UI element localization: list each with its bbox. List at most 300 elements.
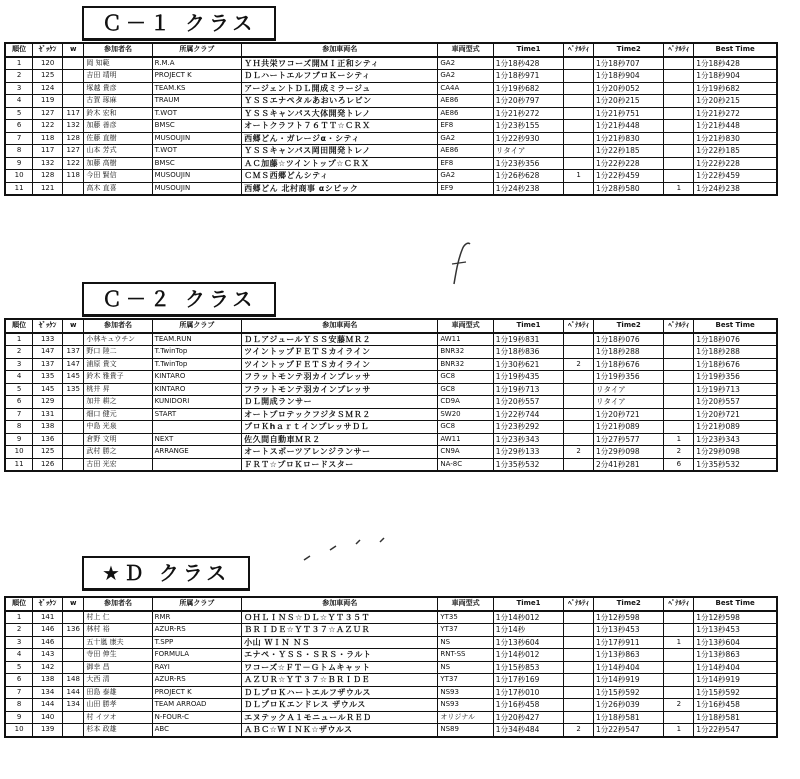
cell-club: AZUR-RS [152,674,242,687]
cell-zekken: 124 [33,82,63,95]
cell-driver: 林村 裕 [84,624,152,637]
cell-pos: 5 [5,661,33,674]
header-w: w [63,43,84,57]
cell-time1: 1分30秒621 [493,358,563,371]
cell-best: 1分21秒089 [694,421,777,434]
cell-club: MUSOUJIN [152,132,242,145]
table-row [5,95,777,108]
table-row [5,636,777,649]
cell-car: ＣＭＳ西郷どんシティ [242,170,438,183]
header-car: 参加車両名 [242,43,438,57]
cell-pen1 [564,157,594,170]
cell-best: 1分24秒238 [694,182,777,195]
cell-w [63,182,84,195]
cell-time2: 1分29秒098 [594,446,664,459]
cell-best: 1分20秒215 [694,95,777,108]
table-row [5,396,777,409]
cell-club: RMR [152,611,242,624]
header-w: w [63,319,84,333]
cell-pen2 [664,132,694,145]
cell-best: 1分18秒676 [694,358,777,371]
cell-pen1: 2 [564,724,594,737]
cell-best: 1分19秒682 [694,82,777,95]
cell-model: GC8 [438,383,493,396]
cell-club: N-FOUR-C [152,711,242,724]
cell-best: 1分14秒404 [694,661,777,674]
header-model: 車両型式 [438,319,493,333]
cell-zekken: 142 [33,661,63,674]
cell-time2: 1分22秒228 [594,157,664,170]
cell-club: KUNIDORI [152,396,242,409]
cell-pen2 [664,649,694,662]
table-row [5,446,777,459]
cell-pen1 [564,346,594,359]
cell-car: プロＫhａｒｔインプレッサＤＬ [242,421,438,434]
header-pos: 順位 [5,597,33,611]
cell-driver: 鈴木 宏和 [84,107,152,120]
cell-w [63,711,84,724]
cell-best: 1分15秒592 [694,686,777,699]
cell-driver: 加藤 善彦 [84,120,152,133]
cell-time1: 1分23秒155 [493,120,563,133]
cell-car: ＤＬ開成ランサー [242,396,438,409]
class-title-d: ★Ｄ クラス [82,556,250,591]
cell-best: 1分21秒272 [694,107,777,120]
cell-time2: 1分13秒863 [594,649,664,662]
cell-model: YT37 [438,674,493,687]
table-row [5,724,777,737]
cell-model: GC8 [438,421,493,434]
cell-w: 127 [63,145,84,158]
cell-pen1 [564,674,594,687]
cell-car: オートクラフト７６ＴＴ☆ＣＲＸ [242,120,438,133]
cell-club: RAYI [152,661,242,674]
cell-pos: 8 [5,699,33,712]
header-pen1: ﾍﾟﾅﾙﾃｨ [564,319,594,333]
cell-time2: 1分17秒911 [594,636,664,649]
cell-model: AW11 [438,433,493,446]
cell-model: CA4A [438,82,493,95]
cell-pos: 2 [5,70,33,83]
header-time2: Time2 [594,319,664,333]
cell-best: 1分12秒598 [694,611,777,624]
cell-model: GA2 [438,132,493,145]
cell-best: 1分22秒228 [694,157,777,170]
table-row [5,383,777,396]
cell-w: 122 [63,157,84,170]
cell-time2: 1分27秒577 [594,433,664,446]
cell-time2: 1分14秒404 [594,661,664,674]
cell-driver: 小林キュウチン [84,333,152,346]
cell-zekken: 118 [33,132,63,145]
cell-driver: 鈴木 雅貴子 [84,371,152,384]
cell-pen2 [664,358,694,371]
header-best: Best Time [694,43,777,57]
cell-driver: 寺田 伸生 [84,649,152,662]
class-title-c1: Ｃ－１ クラス [82,6,276,41]
cell-time2: 1分12秒598 [594,611,664,624]
cell-driver: 加井 耕之 [84,396,152,409]
cell-w: 134 [63,699,84,712]
cell-best: 1分29秒098 [694,446,777,459]
cell-best: 1分18秒428 [694,57,777,70]
cell-pen1 [564,661,594,674]
cell-best: 1分22秒185 [694,145,777,158]
header-time1: Time1 [493,597,563,611]
cell-pen2 [664,70,694,83]
cell-time1: 1分24秒238 [493,182,563,195]
cell-w: 135 [63,383,84,396]
cell-pos: 4 [5,95,33,108]
table-row [5,649,777,662]
cell-best: 1分18秒904 [694,70,777,83]
cell-car: 西郷どん・ガレージα・シティ [242,132,438,145]
cell-pos: 7 [5,686,33,699]
cell-time1: 1分20秒427 [493,711,563,724]
cell-time1: 1分22秒930 [493,132,563,145]
cell-zekken: 129 [33,396,63,409]
cell-car: ＢＲＩＤＥ☆ＹＴ３７☆ＡＺＵＲ [242,624,438,637]
cell-time1: 1分18秒836 [493,346,563,359]
cell-model: CD9A [438,396,493,409]
cell-pos: 2 [5,346,33,359]
cell-car: ツイントップＦＥＴＳカイライン [242,346,438,359]
cell-club: MUSOUJIN [152,170,242,183]
cell-pen1 [564,433,594,446]
cell-club: T.WOT [152,145,242,158]
cell-w [63,95,84,108]
cell-pen1 [564,333,594,346]
cell-club: PROJECT K [152,686,242,699]
cell-best: 1分20秒557 [694,396,777,409]
cell-pen2 [664,396,694,409]
cell-best: 1分14秒919 [694,674,777,687]
cell-pos: 5 [5,383,33,396]
cell-zekken: 140 [33,711,63,724]
cell-time2: 1分22秒547 [594,724,664,737]
cell-pos: 3 [5,636,33,649]
cell-car: 西郷どん 北村商事 αシビック [242,182,438,195]
cell-pen1 [564,57,594,70]
header-driver: 参加者名 [84,319,152,333]
cell-driver: 高木 直喜 [84,182,152,195]
cell-zekken: 135 [33,371,63,384]
cell-time1: 1分18秒971 [493,70,563,83]
header-club: 所属クラブ [152,43,242,57]
cell-w: 144 [63,686,84,699]
cell-time2: 1分19秒356 [594,371,664,384]
cell-w [63,458,84,471]
cell-w: 118 [63,170,84,183]
header-model: 車両型式 [438,43,493,57]
header-pen1: ﾍﾟﾅﾙﾃｨ [564,597,594,611]
cell-model: EF9 [438,182,493,195]
cell-driver: 中島 光泉 [84,421,152,434]
cell-model: EF8 [438,120,493,133]
cell-club: BMSC [152,157,242,170]
cell-driver: 古田 光宏 [84,458,152,471]
cell-model: NS [438,661,493,674]
cell-model: BNR32 [438,346,493,359]
cell-pos: 10 [5,446,33,459]
cell-car: 佐久間自動車ＭＲ２ [242,433,438,446]
cell-time1: 1分22秒744 [493,408,563,421]
cell-club: KINTARO [152,383,242,396]
cell-w [63,611,84,624]
cell-time2: 1分20秒721 [594,408,664,421]
cell-pen2: 2 [664,446,694,459]
cell-zekken: 134 [33,686,63,699]
cell-pen1 [564,70,594,83]
cell-car: ＤＬプロＫエンドレス ザウルス [242,699,438,712]
cell-time2: 1分21秒089 [594,421,664,434]
header-row [5,597,777,611]
cell-driver: 村 イツオ [84,711,152,724]
cell-zekken: 117 [33,145,63,158]
cell-time1: 1分14秒012 [493,649,563,662]
cell-model: AE86 [438,95,493,108]
cell-best: 1分22秒459 [694,170,777,183]
cell-pen1 [564,611,594,624]
cell-driver: 倉野 文明 [84,433,152,446]
cell-w [63,433,84,446]
cell-pen2 [664,624,694,637]
cell-zekken: 137 [33,358,63,371]
cell-best: 1分19秒356 [694,371,777,384]
cell-car: ワコーズ☆ＦＴ－Ｇトムキャット [242,661,438,674]
cell-pen1 [564,711,594,724]
cell-time1: 1分13秒604 [493,636,563,649]
cell-pen1 [564,95,594,108]
cell-model: NS93 [438,699,493,712]
cell-pen2 [664,120,694,133]
cell-w: 148 [63,674,84,687]
cell-driver: 吉田 靖明 [84,70,152,83]
cell-time2: 1分15秒592 [594,686,664,699]
cell-pen1 [564,699,594,712]
header-driver: 参加者名 [84,43,152,57]
cell-pen1 [564,107,594,120]
cell-club: AZUR-RS [152,624,242,637]
cell-zekken: 120 [33,57,63,70]
cell-driver: 五十嵐 康夫 [84,636,152,649]
cell-time2: 1分14秒919 [594,674,664,687]
cell-time2: 1分21秒448 [594,120,664,133]
cell-w [63,82,84,95]
cell-time2: 1分18秒707 [594,57,664,70]
cell-pen1 [564,649,594,662]
header-pen1: ﾍﾟﾅﾙﾃｨ [564,43,594,57]
cell-zekken: 146 [33,636,63,649]
cell-pos: 1 [5,57,33,70]
cell-best: 1分21秒830 [694,132,777,145]
cell-model: GA2 [438,57,493,70]
cell-model: NA-8C [438,458,493,471]
cell-best: 1分23秒343 [694,433,777,446]
cell-w: 117 [63,107,84,120]
table-row [5,458,777,471]
cell-driver: 古賀 琢麻 [84,95,152,108]
cell-pen1 [564,182,594,195]
cell-car: フラットモンテ羽カインプレッサ [242,383,438,396]
cell-time2: 1分21秒830 [594,132,664,145]
cell-pen1 [564,82,594,95]
cell-pen2 [664,611,694,624]
cell-zekken: 139 [33,724,63,737]
cell-w [63,661,84,674]
table-row [5,70,777,83]
cell-car: フラットモンテ羽カインプレッサ [242,371,438,384]
cell-best: 1分19秒713 [694,383,777,396]
table-row [5,408,777,421]
cell-model: GA2 [438,70,493,83]
cell-time1: 1分34秒484 [493,724,563,737]
cell-driver: 山本 芳式 [84,145,152,158]
header-pos: 順位 [5,43,33,57]
cell-time1: 1分23秒343 [493,433,563,446]
cell-w [63,70,84,83]
cell-w [63,446,84,459]
cell-model: NS [438,636,493,649]
cell-pos: 1 [5,333,33,346]
cell-w [63,421,84,434]
cell-zekken: 121 [33,182,63,195]
cell-pen1 [564,624,594,637]
cell-w: 132 [63,120,84,133]
cell-pen2 [664,107,694,120]
cell-car: エナペ・ＹＳＳ・ＳＲＳ・ラルト [242,649,438,662]
cell-zekken: 136 [33,433,63,446]
cell-time1: 1分26秒628 [493,170,563,183]
cell-zekken: 143 [33,649,63,662]
header-club: 所属クラブ [152,319,242,333]
cell-pen2: 1 [664,182,694,195]
cell-time1: 1分20秒797 [493,95,563,108]
cell-club: PROJECT K [152,70,242,83]
cell-time2: 1分26秒039 [594,699,664,712]
cell-driver: 田島 泰雄 [84,686,152,699]
cell-w: 147 [63,358,84,371]
header-row [5,319,777,333]
cell-pen2 [664,711,694,724]
cell-driver: 大西 清 [84,674,152,687]
handwritten-mark [440,238,480,286]
cell-pos: 5 [5,107,33,120]
cell-time2: 1分22秒459 [594,170,664,183]
cell-driver: 武村 勝之 [84,446,152,459]
cell-time2: 2分41秒281 [594,458,664,471]
cell-pos: 11 [5,458,33,471]
cell-car: アージェントＤＬ開成ミラージュ [242,82,438,95]
cell-model: AW11 [438,333,493,346]
cell-pen1 [564,686,594,699]
cell-pos: 4 [5,649,33,662]
cell-car: ＹＨ共栄ワコーズ開ＭＩ正和シティ [242,57,438,70]
table-row [5,182,777,195]
cell-zekken: 126 [33,458,63,471]
cell-pos: 3 [5,82,33,95]
cell-time2: 1分18秒581 [594,711,664,724]
cell-time2: 1分18秒076 [594,333,664,346]
cell-pos: 7 [5,132,33,145]
cell-pos: 8 [5,421,33,434]
cell-pos: 6 [5,674,33,687]
cell-time1: 1分15秒853 [493,661,563,674]
cell-w [63,396,84,409]
header-best: Best Time [694,597,777,611]
cell-time2: 1分22秒185 [594,145,664,158]
cell-car: ツイントップＦＥＴＳカイライン [242,358,438,371]
header-row [5,43,777,57]
cell-car: 小山 ＷＩＮ ＮＳ [242,636,438,649]
cell-pen2 [664,383,694,396]
cell-time1: 1分14秒012 [493,611,563,624]
cell-pen1 [564,132,594,145]
table-row [5,699,777,712]
cell-driver: 畑口 健元 [84,408,152,421]
cell-car: ＹＳＳキャンパス大体開発トレノ [242,107,438,120]
cell-pos: 2 [5,624,33,637]
header-time1: Time1 [493,319,563,333]
cell-zekken: 147 [33,346,63,359]
cell-pen2 [664,170,694,183]
cell-best: 1分16秒458 [694,699,777,712]
cell-pen1: 1 [564,170,594,183]
cell-pen2 [664,371,694,384]
cell-pen1 [564,371,594,384]
cell-pen2 [664,82,694,95]
cell-pen1 [564,396,594,409]
cell-club: ABC [152,724,242,737]
cell-driver: 岡 知範 [84,57,152,70]
table-row [5,674,777,687]
cell-club: TEAM.KS [152,82,242,95]
cell-pen2 [664,686,694,699]
cell-pen2 [664,145,694,158]
header-driver: 参加者名 [84,597,152,611]
header-pen2: ﾍﾟﾅﾙﾃｨ [664,597,694,611]
cell-pos: 7 [5,408,33,421]
cell-pen2: 1 [664,433,694,446]
cell-pen1: 2 [564,358,594,371]
header-zekken: ｾﾞｯｹﾝ [33,43,63,57]
cell-model: BNR32 [438,358,493,371]
table-row [5,107,777,120]
cell-car: オートスポーツアレンジランサー [242,446,438,459]
cell-car: ＯＨＬＩＮＳ☆ＤＬ☆ＹＴ３５Ｔ [242,611,438,624]
cell-pen2 [664,57,694,70]
header-model: 車両型式 [438,597,493,611]
cell-time2: 1分20秒052 [594,82,664,95]
cell-driver: 加藤 高樹 [84,157,152,170]
cell-zekken: 127 [33,107,63,120]
cell-pen2: 2 [664,699,694,712]
cell-car: ＤＬプロＫハートエルフザウルス [242,686,438,699]
cell-best: 1分20秒721 [694,408,777,421]
class-title-c2: Ｃ－２ クラス [82,282,276,317]
cell-zekken: 146 [33,624,63,637]
cell-model: AE86 [438,107,493,120]
header-pen2: ﾍﾟﾅﾙﾃｨ [664,43,694,57]
cell-driver: 桃井 昇 [84,383,152,396]
scribble-mark [300,530,420,570]
cell-model: YT35 [438,611,493,624]
cell-driver: 杉本 政雄 [84,724,152,737]
cell-model: SW20 [438,408,493,421]
cell-w [63,408,84,421]
table-row [5,132,777,145]
cell-pen1 [564,421,594,434]
